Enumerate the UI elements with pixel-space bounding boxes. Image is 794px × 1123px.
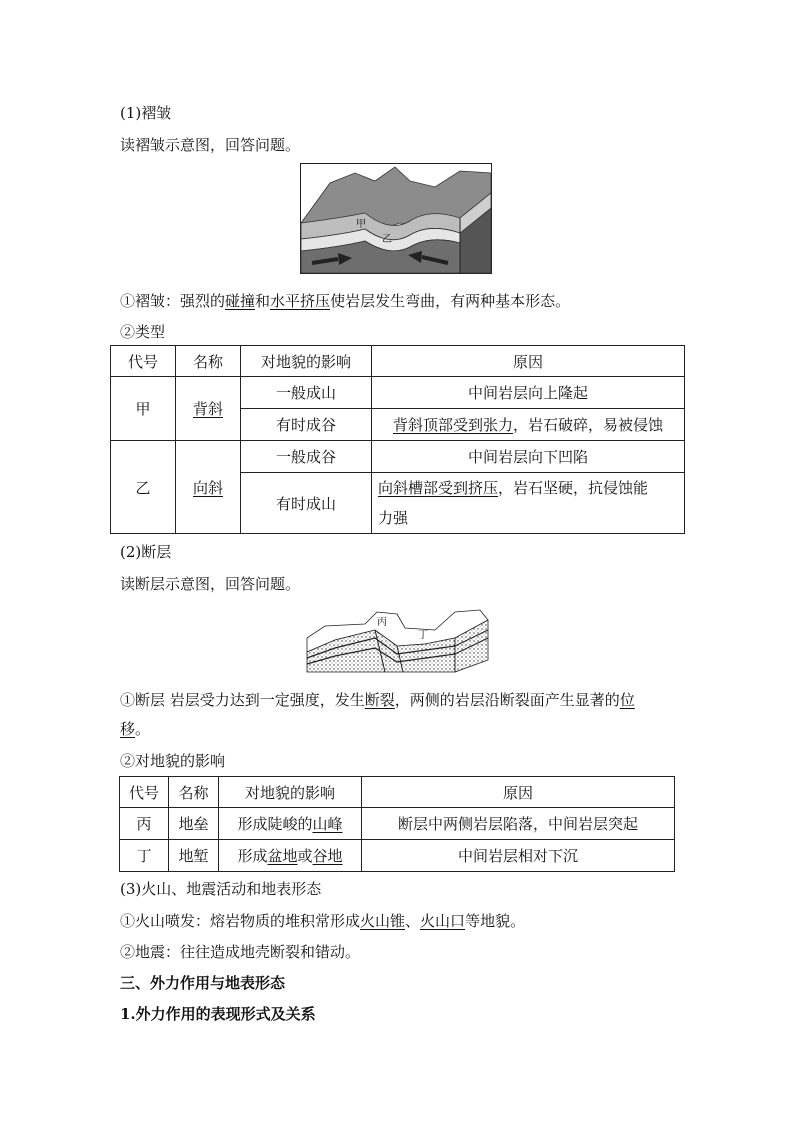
fold-name-anticline: 背斜 [176, 377, 241, 441]
fault-definition-cont: 移。 [120, 720, 151, 738]
header-code: 代号 [120, 777, 169, 808]
section3-sub: 1.外力作用的表现形式及关系 [120, 1005, 316, 1023]
fold-heading: (1)褶皱 [120, 104, 172, 122]
fold-effect: 有时成山 [241, 473, 372, 534]
header-name: 名称 [169, 777, 219, 808]
fold-effect: 一般成谷 [241, 441, 372, 473]
fault-label-bing: 丙 [377, 617, 387, 628]
fold-reason: 向斜槽部受到挤压，岩石坚硬，抗侵蚀能 力强 [372, 473, 685, 534]
fold-reason: 中间岩层向上隆起 [372, 377, 685, 409]
fault-effect: 形成陡峻的山峰 [219, 808, 362, 840]
volcano-heading: (3)火山、地震活动和地表形态 [120, 880, 322, 898]
fold-intro: 读褶皱示意图，回答问题。 [120, 136, 301, 154]
fault-name-horst: 地垒 [169, 808, 219, 840]
fault-heading: (2)断层 [120, 543, 172, 561]
fault-reason: 断层中两侧岩层陷落，中间岩层突起 [362, 808, 675, 840]
fault-code-ding: 丁 [120, 840, 169, 872]
fold-reason: 中间岩层向下凹陷 [372, 441, 685, 473]
section3-heading: 三、外力作用与地表形态 [120, 974, 286, 992]
fault-diagram [305, 608, 490, 674]
header-name: 名称 [176, 346, 241, 377]
fold-label-yi: 乙 [382, 234, 392, 245]
fault-effect: 形成盆地或谷地 [219, 840, 362, 872]
fold-effect: 有时成谷 [241, 409, 372, 441]
fold-type-heading: ②类型 [120, 323, 166, 341]
header-effect: 对地貌的影响 [219, 777, 362, 808]
fault-code-bing: 丙 [120, 808, 169, 840]
volcano-eruption: ①火山喷发：熔岩物质的堆积常形成火山锥、火山口等地貌。 [120, 912, 526, 930]
fold-definition: ①褶皱：强烈的碰撞和水平挤压使岩层发生弯曲，有两种基本形态。 [120, 292, 571, 310]
header-effect: 对地貌的影响 [241, 346, 372, 377]
fault-effect-heading: ②对地貌的影响 [120, 752, 226, 770]
fault-reason: 中间岩层相对下沉 [362, 840, 675, 872]
fault-label-ding: 丁 [418, 630, 428, 641]
fold-table [110, 345, 685, 534]
fault-name-graben: 地堑 [169, 840, 219, 872]
fold-label-jia: 甲 [356, 219, 366, 230]
fault-intro: 读断层示意图，回答问题。 [120, 575, 301, 593]
fold-effect: 一般成山 [241, 377, 372, 409]
fault-definition: ①断层 岩层受力达到一定强度，发生断裂，两侧的岩层沿断裂面产生显著的位 [120, 691, 635, 709]
fold-name-syncline: 向斜 [176, 441, 241, 534]
header-code: 代号 [111, 346, 176, 377]
fault-table [119, 776, 675, 872]
fold-code-yi: 乙 [111, 441, 176, 534]
header-reason: 原因 [372, 346, 685, 377]
fold-code-jia: 甲 [111, 377, 176, 441]
header-reason: 原因 [362, 777, 675, 808]
fold-diagram [300, 163, 492, 274]
fold-reason: 背斜顶部受到张力，岩石破碎，易被侵蚀 [372, 409, 685, 441]
volcano-quake: ②地震：往往造成地壳断裂和错动。 [120, 943, 361, 961]
